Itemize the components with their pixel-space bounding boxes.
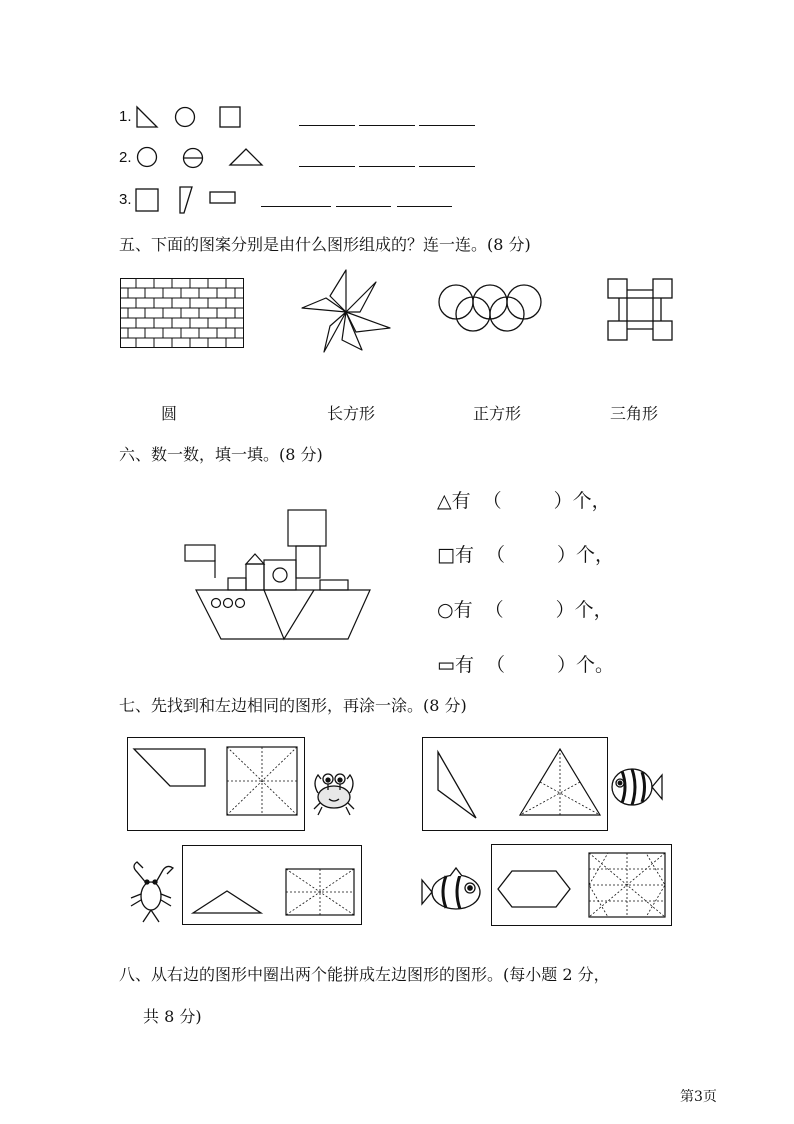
top-square bbox=[288, 510, 326, 546]
row-3-label: 3. bbox=[119, 191, 132, 208]
label-circle: 圆 bbox=[161, 404, 178, 423]
triangle-icon bbox=[229, 148, 263, 166]
label-square: 正方形 bbox=[473, 404, 522, 423]
dotted-hexagon-grid[interactable] bbox=[588, 852, 666, 918]
answer-blank[interactable] bbox=[419, 166, 475, 167]
square-icon: □ bbox=[437, 544, 455, 566]
count-rectangles: ▭有 （ ）个。 bbox=[437, 654, 615, 676]
crab-icon bbox=[310, 763, 358, 821]
page-number: 第3页 bbox=[680, 1089, 717, 1105]
section-8-title-line-2: 共 8 分) bbox=[143, 1007, 202, 1026]
circle-icon: ○ bbox=[437, 599, 454, 621]
trapezoid-icon bbox=[176, 186, 194, 214]
answer-blank[interactable] bbox=[336, 206, 391, 207]
lobster-icon bbox=[121, 858, 179, 928]
hexagon-shape bbox=[496, 869, 572, 909]
count-triangles: △有 （ ）个， bbox=[437, 490, 611, 512]
section-7-title: 七、先找到和左边相同的图形，再涂一涂。(8 分) bbox=[119, 696, 467, 715]
section-6-title: 六、数一数，填一填。(8 分) bbox=[119, 445, 323, 464]
answer-blank[interactable] bbox=[261, 206, 331, 207]
circle-icon bbox=[136, 146, 158, 168]
obtuse-triangle-shape bbox=[191, 889, 263, 915]
rectangle-icon bbox=[209, 191, 237, 205]
row-1-label: 1. bbox=[119, 108, 132, 125]
small-triangle bbox=[246, 554, 264, 564]
trapezoid-shape bbox=[133, 748, 209, 788]
squares-pattern bbox=[607, 278, 673, 342]
flag-rectangle bbox=[185, 545, 215, 561]
answer-blank[interactable] bbox=[299, 125, 355, 126]
pinwheel-pattern bbox=[300, 268, 392, 356]
right-triangle-icon bbox=[136, 106, 160, 128]
answer-blank[interactable] bbox=[359, 125, 415, 126]
triangle-icon: △ bbox=[437, 490, 452, 512]
dotted-square-grid[interactable] bbox=[226, 746, 298, 816]
olympic-rings-pattern bbox=[437, 283, 543, 333]
square-icon bbox=[135, 188, 159, 212]
clownfish-icon bbox=[420, 866, 486, 918]
label-triangle: 三角形 bbox=[610, 404, 659, 423]
label-rectangle: 长方形 bbox=[327, 404, 376, 423]
count-circles: ○有 （ ）个， bbox=[437, 599, 613, 621]
square-icon bbox=[219, 106, 241, 128]
section-5-title: 五、下面的图案分别是由什么图形组成的？连一连。(8 分) bbox=[119, 235, 531, 254]
hull bbox=[196, 590, 370, 639]
answer-blank[interactable] bbox=[359, 166, 415, 167]
section-8-title-line-1: 八、从右边的图形中圈出两个能拼成左边图形的图形。(每小题 2 分， bbox=[119, 965, 610, 984]
half-circle-icon bbox=[182, 147, 204, 169]
row-2-label: 2. bbox=[119, 149, 132, 166]
circle-icon bbox=[174, 106, 196, 128]
answer-blank[interactable] bbox=[299, 166, 355, 167]
dotted-triangle-grid[interactable] bbox=[518, 747, 602, 817]
fish-icon bbox=[608, 764, 664, 810]
rectangle-icon: ▭ bbox=[437, 654, 455, 676]
answer-blank[interactable] bbox=[419, 125, 475, 126]
ship-figure bbox=[184, 508, 374, 640]
right-triangle-shape bbox=[436, 750, 480, 820]
dotted-rectangle-grid[interactable] bbox=[285, 868, 355, 916]
chimney-rectangle bbox=[296, 546, 320, 578]
answer-blank[interactable] bbox=[397, 206, 452, 207]
count-squares: □有 （ ）个， bbox=[437, 544, 615, 566]
brick-wall-pattern bbox=[120, 278, 244, 348]
